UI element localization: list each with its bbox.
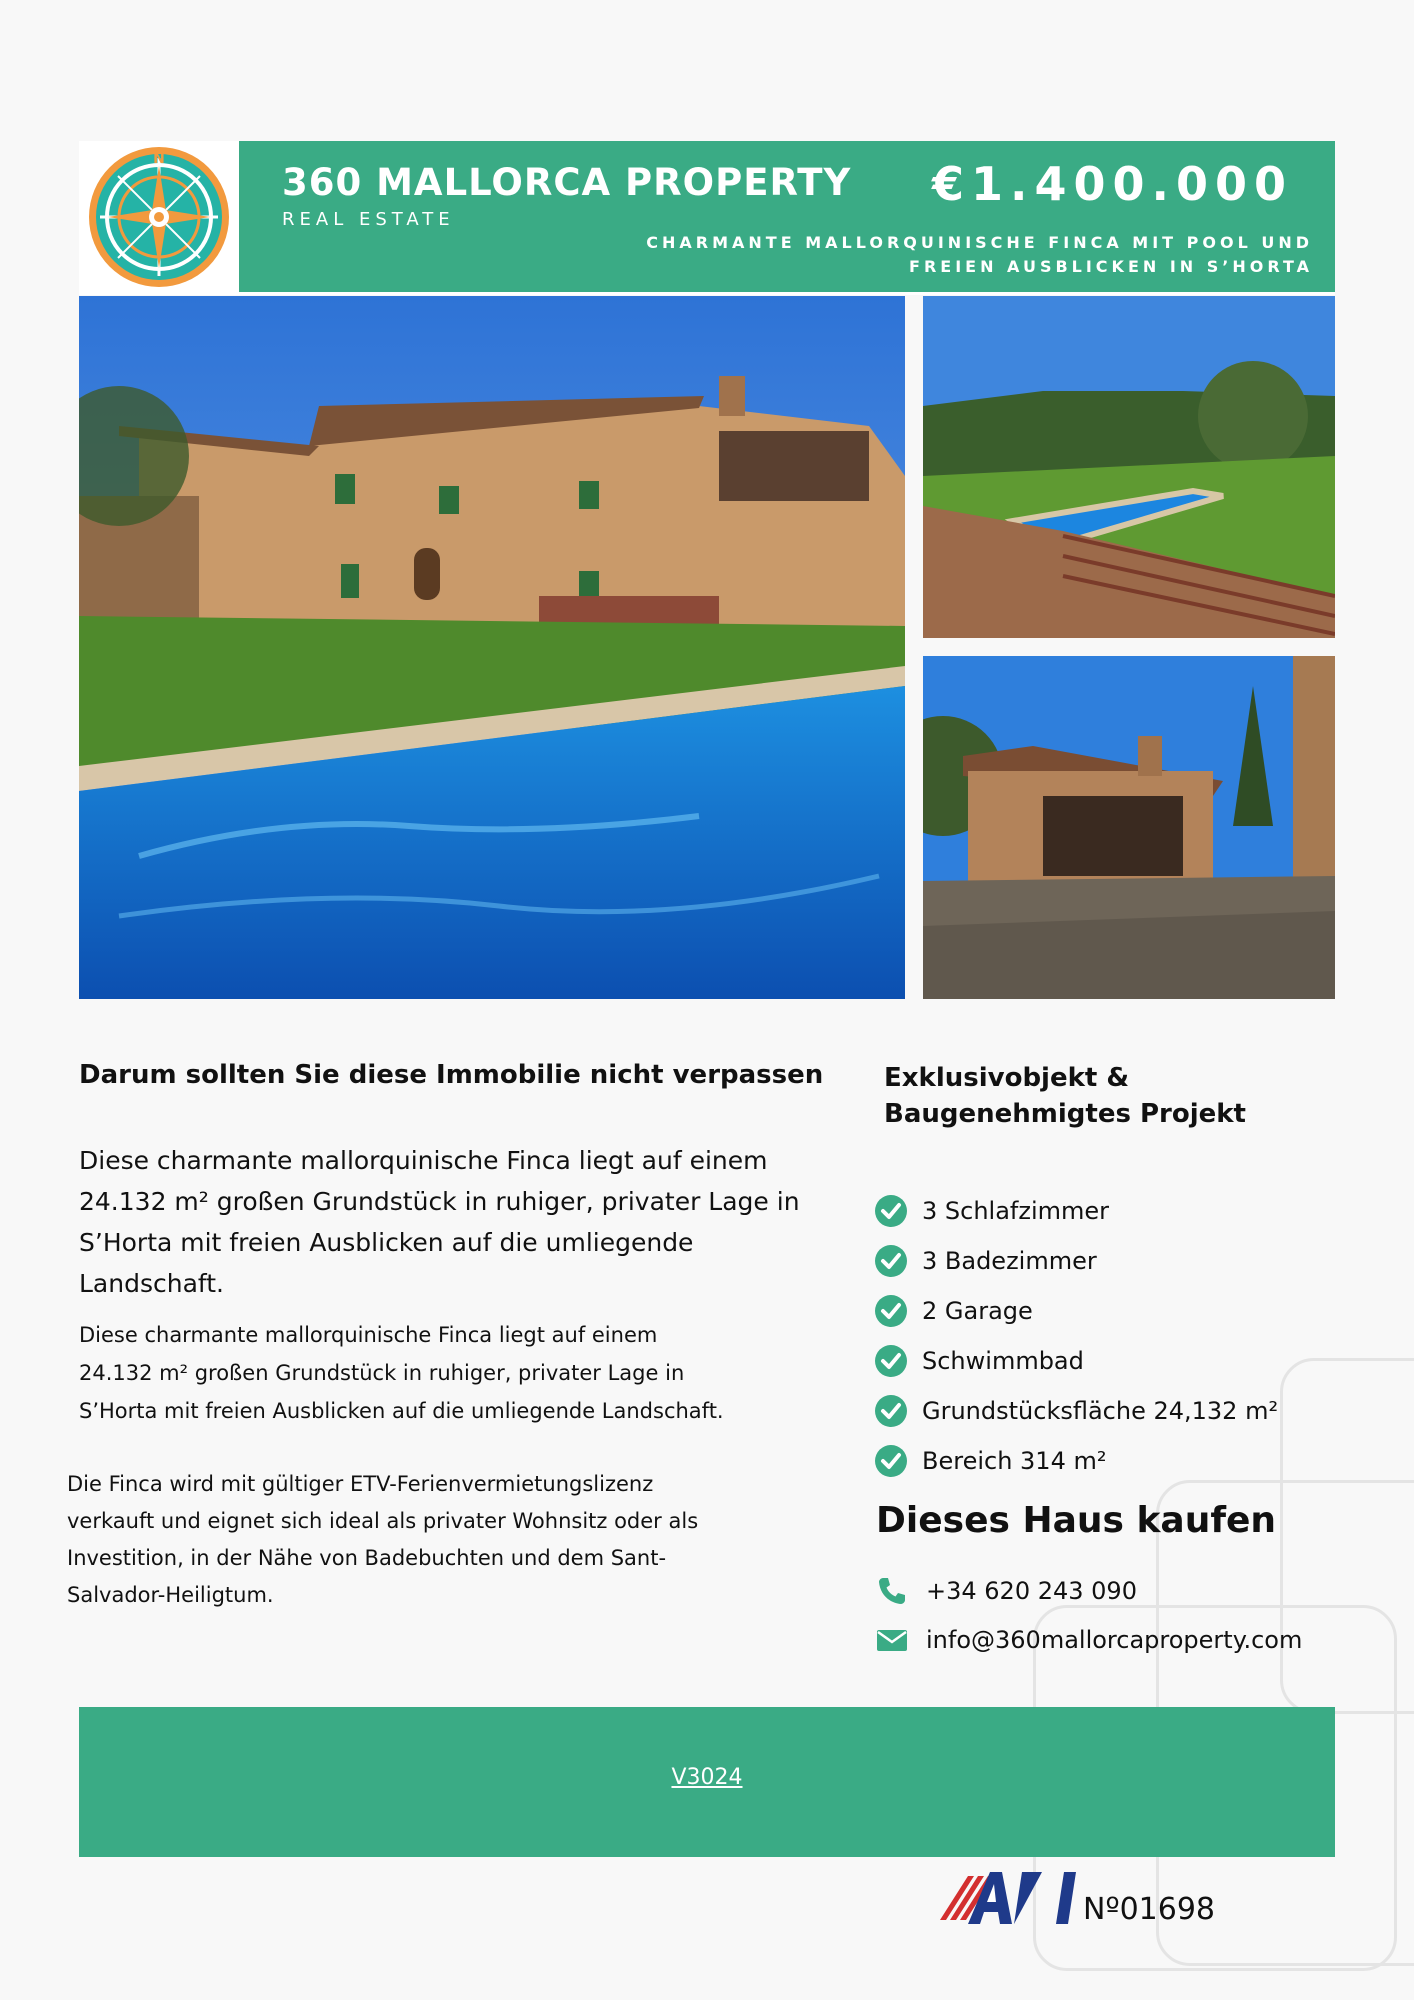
api-number: Nº01698 <box>1083 1892 1216 1927</box>
feature-label: 3 Badezimmer <box>922 1247 1097 1275</box>
check-circle-icon <box>874 1194 908 1228</box>
list-item <box>874 1386 1278 1436</box>
phone-icon <box>876 1575 908 1607</box>
outbuilding-photo <box>923 656 1335 999</box>
main-property-photo <box>79 296 905 999</box>
pool-view-photo <box>923 296 1335 638</box>
compass-logo-icon <box>86 144 232 290</box>
brand-name: 360 MALLORCA PROPERTY <box>282 161 852 204</box>
description-paragraph: Diese charmante mallorquinische Finca liegt auf einem 24.132 m² großen Grundstück in ruhiger, privater Lage in S’Horta mit freien Ausblicken auf die umliegende Landschaft. <box>79 1323 724 1423</box>
list-item <box>874 1286 1278 1336</box>
check-circle-icon <box>874 1294 908 1328</box>
list-item <box>874 1336 1278 1386</box>
description-title: Darum sollten Sie diese Immobilie nicht verpassen <box>79 1060 824 1090</box>
buy-title: Dieses Haus kaufen <box>876 1500 1277 1541</box>
features-title: Exklusivobjekt & Baugenehmigtes Projekt <box>884 1063 1246 1129</box>
check-circle-icon <box>874 1444 908 1478</box>
feature-label: Grundstücksfläche 24,132 m² <box>922 1397 1279 1425</box>
api-logo-icon <box>938 1862 1078 1932</box>
check-circle-icon <box>874 1344 908 1378</box>
feature-label: Bereich 314 m² <box>922 1447 1107 1475</box>
header-banner <box>79 141 1335 295</box>
description-paragraph: Die Finca wird mit gültiger ETV-Ferienvermietungslizenz verkauft und eignet sich ideal als privater Wohnsitz oder als Investition, in der Nähe von Badebuchten und dem Sant-Salvador-Heiligtum. <box>67 1472 699 1607</box>
brand-subtitle: REAL ESTATE <box>282 209 455 230</box>
svg-text:N: N <box>153 151 165 167</box>
feature-label: 2 Garage <box>922 1297 1033 1325</box>
list-item <box>874 1236 1278 1286</box>
check-circle-icon <box>874 1244 908 1278</box>
check-circle-icon <box>874 1394 908 1428</box>
reference-band <box>79 1707 1335 1857</box>
contact-email[interactable] <box>876 1626 1302 1654</box>
reference-link[interactable]: V3024 <box>671 1765 743 1790</box>
logo <box>79 141 239 292</box>
email-address[interactable]: info@360mallorcaproperty.com <box>926 1626 1303 1654</box>
list-item <box>874 1186 1278 1236</box>
feature-label: 3 Schlafzimmer <box>922 1197 1110 1225</box>
list-item <box>874 1436 1278 1486</box>
envelope-icon <box>876 1627 908 1653</box>
contact-phone[interactable] <box>876 1575 1137 1607</box>
property-price: €1.400.000 <box>931 157 1293 211</box>
feature-label: Schwimmbad <box>922 1347 1084 1375</box>
description-paragraph: Diese charmante mallorquinische Finca liegt auf einem 24.132 m² großen Grundstück in ruhiger, privater Lage in S’Horta mit freien Ausblicken auf die umliegende Landschaft. <box>79 1146 800 1298</box>
property-headline: CHARMANTE MALLORQUINISCHE FINCA MIT POOL UND FREIEN AUSBLICKEN IN S’HORTA <box>646 233 1313 276</box>
reference-code <box>79 1765 1335 1790</box>
features-list <box>874 1186 1278 1486</box>
phone-number[interactable]: +34 620 243 090 <box>926 1577 1137 1605</box>
